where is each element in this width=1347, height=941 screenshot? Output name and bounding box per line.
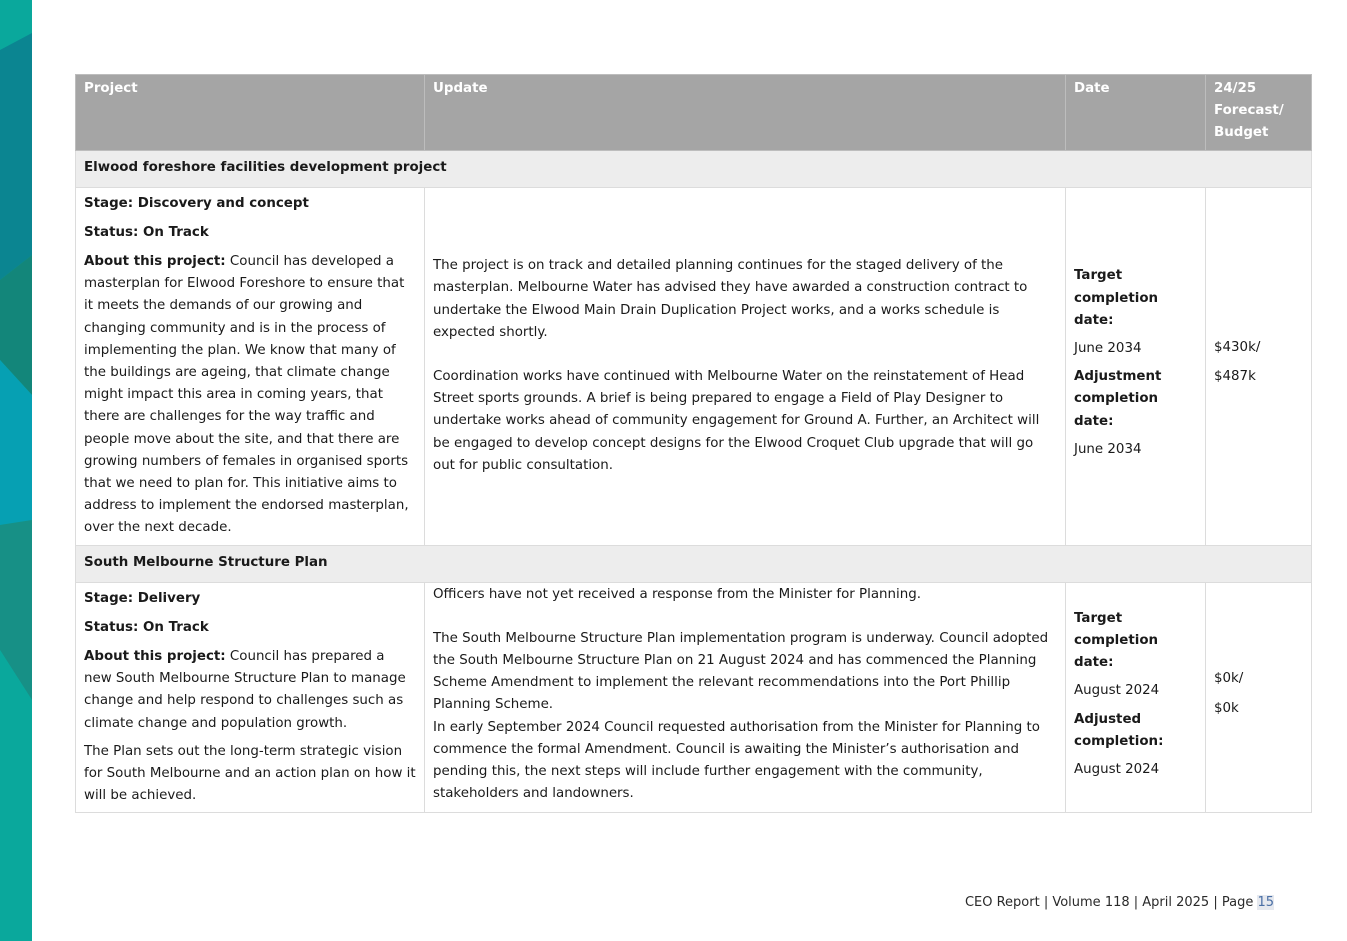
budget-value: $487k: [1214, 369, 1256, 385]
budget-cell: [1206, 187, 1312, 545]
about-label: About this project:: [84, 649, 226, 665]
header-update: Update: [425, 75, 1066, 151]
page-number: 15: [1257, 895, 1274, 910]
adjusted-date-value: August 2024: [1074, 762, 1160, 778]
table-header-row: [76, 75, 1312, 151]
page-footer: [965, 895, 1274, 910]
footer-text: CEO Report | Volume 118 | April 2025 | Page: [964, 895, 1258, 910]
project-group-row: [76, 150, 1312, 187]
decorative-side-band: [0, 0, 32, 941]
about-text: Council has prepared a new South Melbourne Structure Plan to manage change and help respond to challenges such as climate change and population growth.: [84, 649, 406, 731]
table-row: [76, 582, 1312, 813]
target-date-label: Target completion date:: [1074, 268, 1159, 328]
project-cell: [76, 582, 425, 813]
adjusted-date-value: June 2034: [1074, 441, 1142, 457]
update-paragraph: The project is on track and detailed planning continues for the staged delivery of the masterplan. Melbourne Water has advised they have awarded a construction contract to undertake the Elwood Main Drain Duplication Project works, and a works schedule is expected shortly.: [433, 258, 1028, 340]
project-stage: Stage: Delivery: [84, 590, 201, 606]
update-paragraph: Officers have not yet received a response from the Minister for Planning.: [433, 586, 921, 602]
header-date: Date: [1066, 75, 1206, 151]
project-title: Elwood foreshore facilities development project: [76, 150, 1312, 187]
header-project: Project: [76, 75, 425, 151]
forecast-value: $430k/: [1214, 339, 1261, 355]
adjusted-date-label: Adjusted completion:: [1074, 711, 1164, 749]
project-title: South Melbourne Structure Plan: [76, 545, 1312, 582]
target-date-value: June 2034: [1074, 340, 1142, 356]
date-cell: [1066, 187, 1206, 545]
project-stage: Stage: Discovery and concept: [84, 195, 309, 211]
update-cell: [425, 187, 1066, 545]
update-cell: [425, 582, 1066, 813]
budget-cell: [1206, 582, 1312, 813]
update-paragraph: The South Melbourne Structure Plan implementation program is underway. Council adopted the South Melbourne Structure Plan on 21 August 2024 and has commenced the Planning Scheme Amendment to implement the relevant recommendations into the Port Phillip Planning Scheme.: [433, 630, 1049, 713]
project-status-table: [75, 74, 1312, 813]
project-about-extra: The Plan sets out the long-term strategic vision for South Melbourne and an action plan on how it will be achieved.: [84, 743, 416, 804]
project-cell: [76, 187, 425, 545]
about-label: About this project:: [84, 254, 226, 270]
table-row: [76, 187, 1312, 545]
adjusted-date-label: Adjustment completion date:: [1074, 369, 1162, 429]
project-status: Status: On Track: [84, 224, 209, 240]
target-date-label: Target completion date:: [1074, 610, 1159, 671]
update-paragraph: Coordination works have continued with Melbourne Water on the reinstatement of Head Street sports grounds. A brief is being prepared to engage a Field of Play Designer to undertake works ahead of community engagement for Ground A. Further, an Architect will be engaged to develop concept designs for the Elwood Croquet Club upgrade that will go out for public consultation.: [433, 369, 1040, 473]
budget-value: $0k: [1214, 700, 1239, 716]
project-status: Status: On Track: [84, 619, 209, 635]
project-about: [84, 646, 416, 735]
header-budget: 24/25 Forecast/ Budget: [1206, 75, 1312, 151]
update-paragraph: In early September 2024 Council requested authorisation from the Minister for Planning to commence the formal Amendment. Council is awaiting the Minister’s authorisation and pending this, the next steps will include further engagement with the community, stakeholders and landowners.: [433, 719, 1040, 802]
date-cell: [1066, 582, 1206, 813]
project-about: [84, 251, 416, 540]
about-text: Council has developed a masterplan for Elwood Foreshore to ensure that it meets the demands of our growing and changing community and is in the process of implementing the plan. We know that many of the buildings are ageing, that climate change might impact this area in coming years, that there are challenges for the way traffic and people move about the site, and that there are growing numbers of females in organised sports that we need to plan for. This initiative aims to address to implement the endorsed masterplan, over the next decade.: [84, 254, 409, 536]
project-group-row: [76, 545, 1312, 582]
forecast-value: $0k/: [1214, 671, 1244, 687]
target-date-value: August 2024: [1074, 683, 1160, 699]
